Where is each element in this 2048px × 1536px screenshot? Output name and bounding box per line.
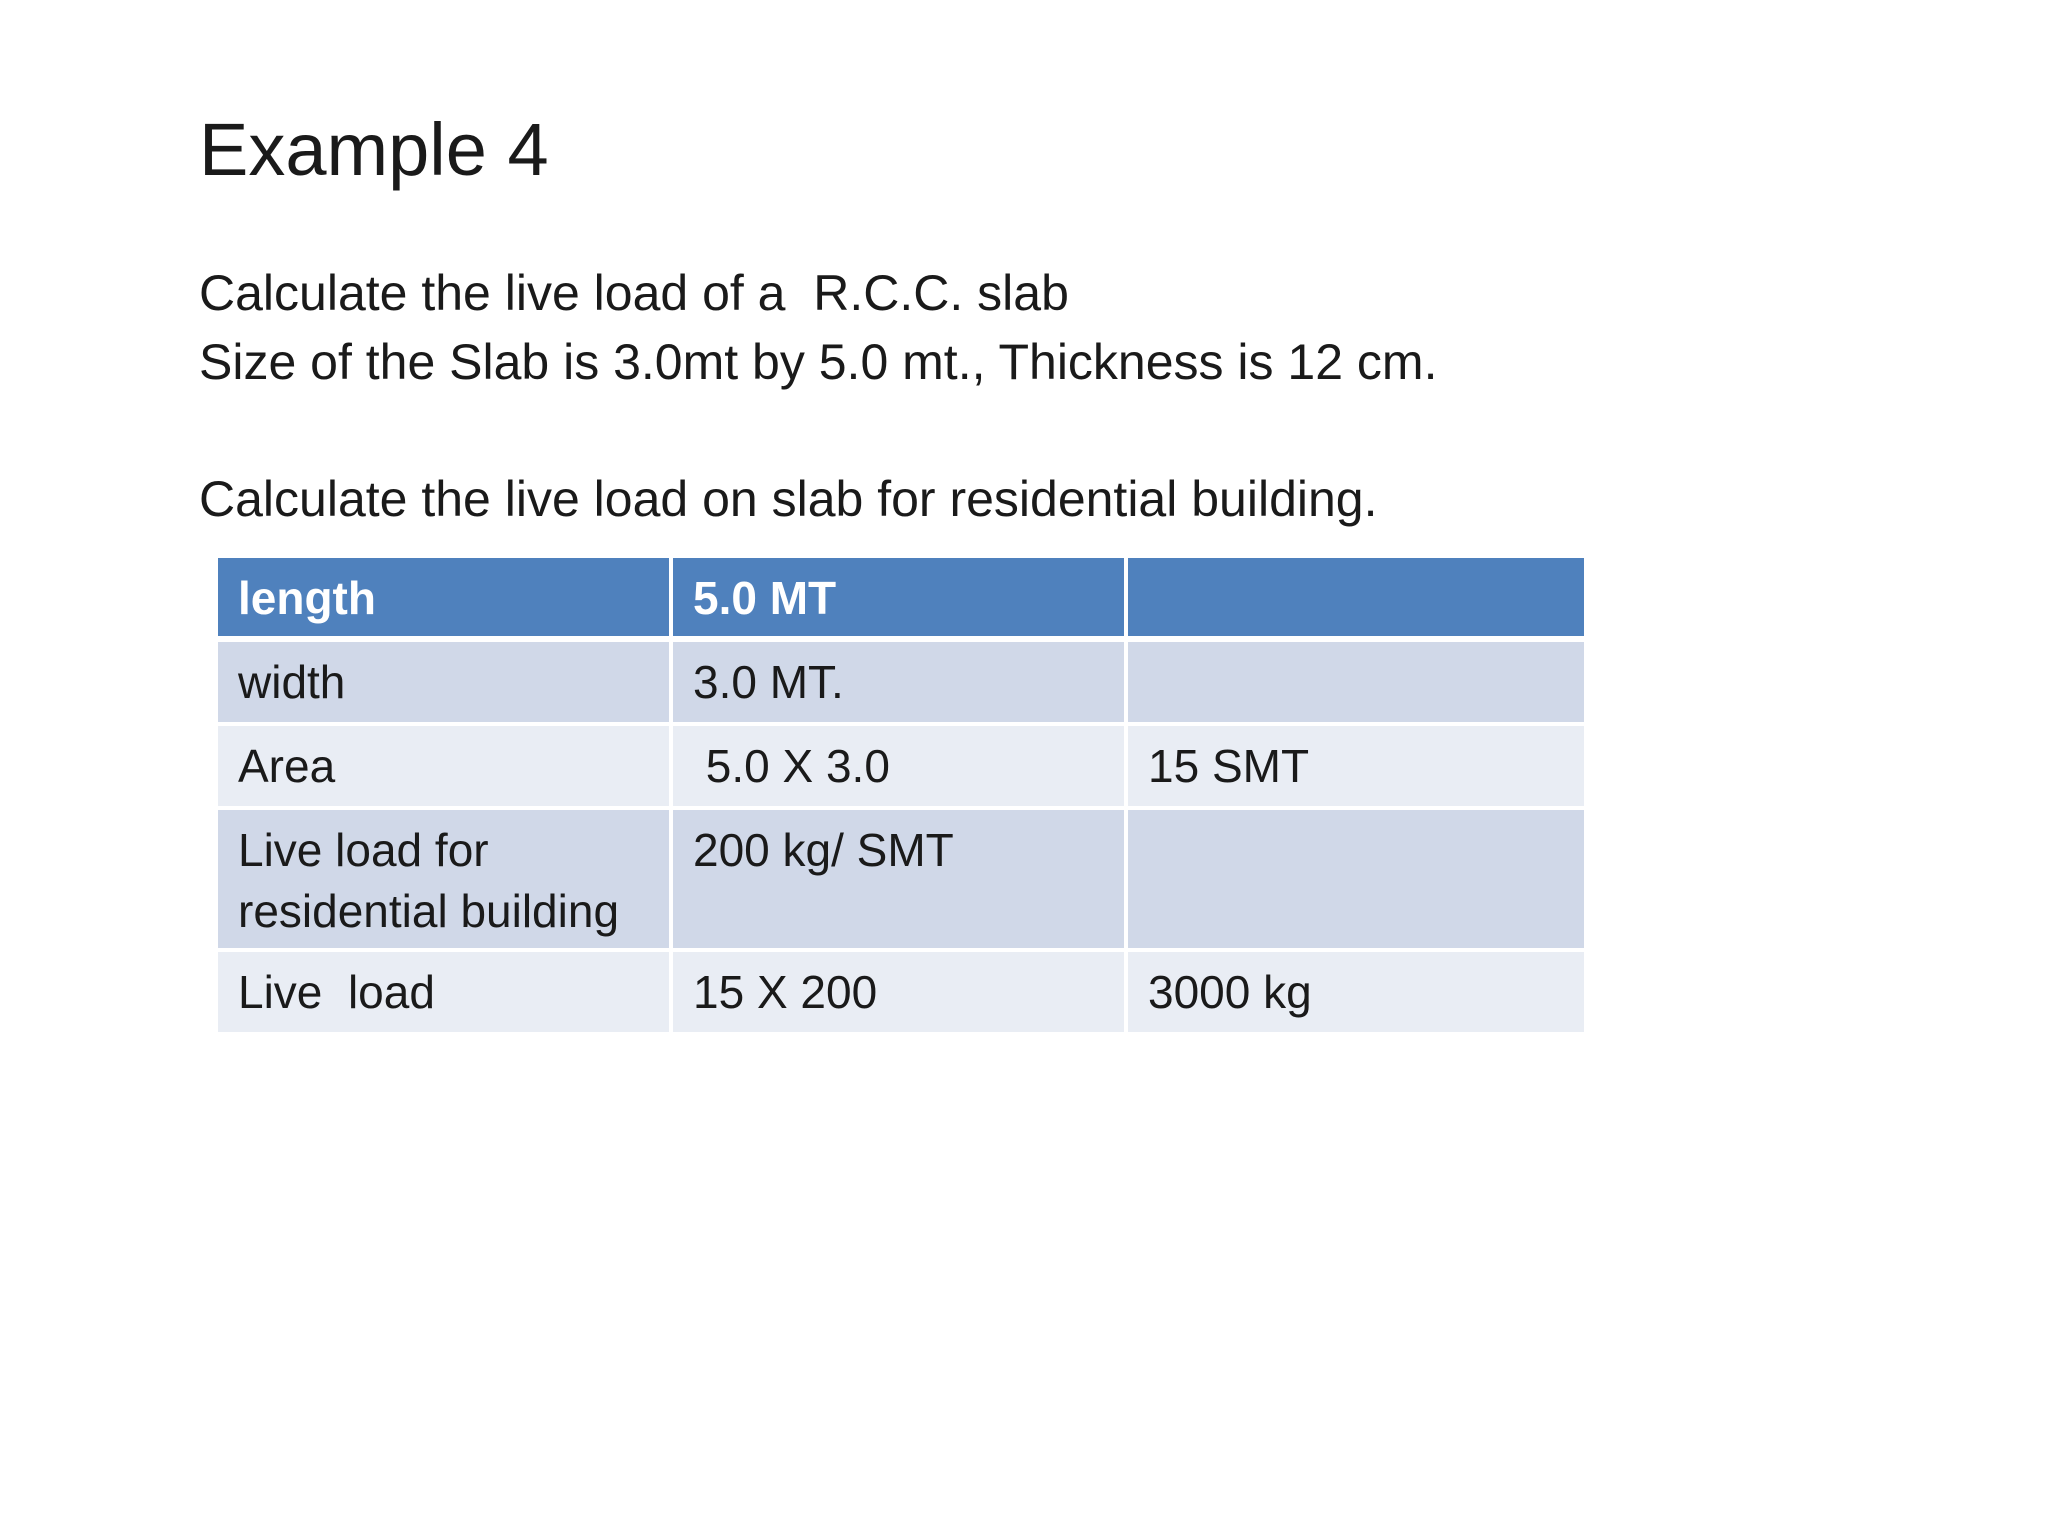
table-cell: 15 SMT — [1128, 726, 1584, 810]
table-cell — [1128, 810, 1584, 952]
problem-line-1: Calculate the live load of a R.C.C. slab — [199, 265, 1069, 321]
header-cell — [1128, 558, 1584, 642]
table-cell: width — [218, 642, 673, 726]
table-cell: 15 X 200 — [673, 952, 1128, 1036]
table-cell: 3.0 MT. — [673, 642, 1128, 726]
table-cell: Live load for residential building — [218, 810, 673, 952]
header-cell: 5.0 MT — [673, 558, 1128, 642]
table-cell: 5.0 X 3.0 — [673, 726, 1128, 810]
problem-line-2: Size of the Slab is 3.0mt by 5.0 mt., Thickness is 12 cm. — [199, 334, 1438, 390]
table-row — [218, 952, 1584, 1036]
table-cell: Live load — [218, 952, 673, 1036]
live-load-table — [218, 558, 1584, 1036]
table-cell: 200 kg/ SMT — [673, 810, 1128, 952]
table-row — [218, 810, 1584, 952]
table-row — [218, 726, 1584, 810]
table-cell: Area — [218, 726, 673, 810]
table-header-row — [218, 558, 1584, 642]
problem-line-3: Calculate the live load on slab for residential building. — [199, 471, 1378, 527]
header-cell: length — [218, 558, 673, 642]
table-cell: 3000 kg — [1128, 952, 1584, 1036]
slide-title: Example 4 — [199, 108, 549, 191]
table-row — [218, 642, 1584, 726]
table-cell — [1128, 642, 1584, 726]
